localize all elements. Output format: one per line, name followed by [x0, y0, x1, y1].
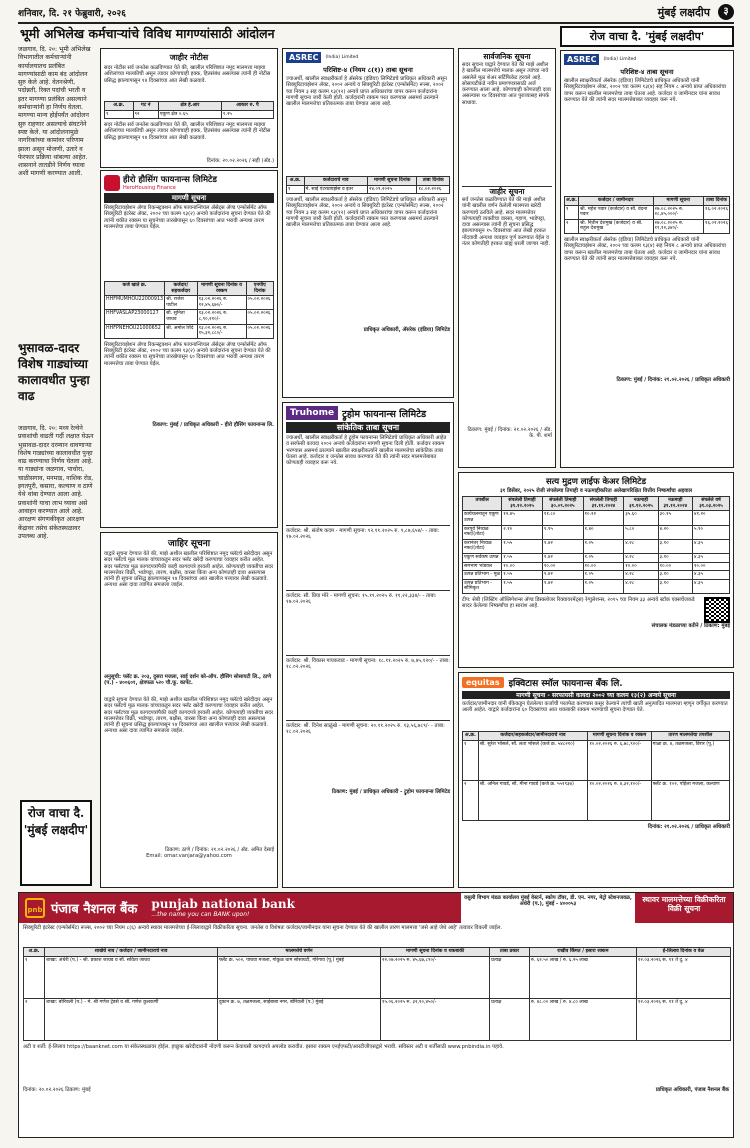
- truhome-block-1: कर्जदार: श्री. संतोष कदम - मागणी सूचना: १२.११.२०२५ रु. ९,८७,६५४/- - ताबा: १७.०२.२०२६: [286, 525, 450, 590]
- truhome-block-2: कर्जदार: सौ. प्रिया मोरे - मागणी सूचना: १५.११.२०२५ रु. ११,२२,३३४/- - ताबा: १७.०२.२०२६: [286, 590, 450, 655]
- td: १३.०२.२०२६ रु. ८,९०,२१०/-: [197, 310, 246, 324]
- truhome-subtitle: सांकेतिक ताबा सूचना: [286, 422, 450, 433]
- td: १०.००: [693, 562, 730, 571]
- pnb-intro: सिक्युरिटी इंटरेस्ट (एन्फोर्समेंट) रूल्स, २००२ च्या नियम ८(६) अन्वये स्थावर मालमत्तेच्या ई-लिलावाद्वारे विक्रीकरिता सूचना. जनतेस व विशेषतः कर्जदार/जामीनदार यांना सूचना देण्यात येते की खालील तारण मालमत्ता 'जसे आहे जेथे आहे' तत्वावर विकली जाईल.: [23, 925, 502, 931]
- table-row: [463, 780, 730, 820]
- td: HHFPNEHOU21000652: [105, 324, 165, 338]
- td: उत्पन्न प्रतिभाग - मूळ: [463, 571, 502, 580]
- promo-text: रोज वाचा दै. 'मुंबई लक्षदीप': [23, 806, 89, 837]
- truhome-block-3: कर्जदार: श्री. विकास गायकवाड - मागणी सूचना: १८.११.२०२५ रु. ७,४५,१२०/- - ताबा: १८.०२.२०२६: [286, 655, 450, 720]
- th: मागणी सूचना दिनांक व थकबाकी: [381, 948, 490, 957]
- table-row: [105, 324, 274, 338]
- td: १०.००: [542, 562, 583, 571]
- equitas-body: कर्जदार/जामीनदार यांनी बँकेकडून घेतलेल्या कर्जाची परतफेड करण्यास कसूर केल्याने त्यांची खाती अनुत्पादित मालमत्ता म्हणून वर्गीकृत करण्यात आली आहेत. याद्वारे कर्जदारांना ६० दिवसांच्या आत थकबाकी रक्कम भरण्याची सूचना देण्यात येते.: [462, 701, 728, 714]
- headline-bhusawal-dadar: भुसावळ-दादर विशेष गाड्यांच्या कालावधीत पुन्हा वाढ: [18, 341, 90, 403]
- equitas-subtitle: मागणी सूचना - सरफायसी कायदा २००२ च्या कलम १३(२) अन्वये सूचना: [462, 691, 730, 699]
- td: १.४२: [542, 554, 583, 563]
- table-row: [463, 579, 730, 593]
- table-row: [565, 219, 730, 233]
- th: अ.क्र.: [24, 948, 45, 957]
- notice2-sign: ठिकाण: ठाणे / दिनांक: २१.०२.२०२६ / ॲड. अमित देसाई: [165, 847, 274, 853]
- pnb-table: [23, 947, 731, 1041]
- td: ४.२८: [624, 571, 658, 580]
- td: ०५.०२.२०२६: [246, 324, 273, 338]
- table-row: [565, 205, 730, 219]
- td: ४.३५: [693, 579, 730, 593]
- page-number: ३: [718, 4, 734, 20]
- th: ताबा दिनांक: [417, 177, 450, 186]
- table-row: [287, 185, 450, 194]
- notice-jahir-body: सदर नोटीस सर्व जनतेस कळविण्यात येते की, खालील परिशिष्टात नमूद मालमत्ता माझ्या अशिलांच्या मालकीची असून त्यावर कोणाचाही हक्क, हितसंबंध असल्यास त्यांनी ही नोटीस प्रसिद्ध झाल्यापासून १४ दिवसांच्या आत लेखी कळवावे.: [104, 65, 271, 84]
- td: २.१०: [502, 525, 543, 539]
- pnb-header: [19, 893, 733, 923]
- td: २: [463, 780, 479, 820]
- notice-asrec-mid: [282, 48, 454, 398]
- truhome-header: [286, 406, 450, 420]
- td: ३.१०: [658, 579, 692, 593]
- th: कर्जदार/सहकर्जदार/जामीनदाराचे नाव: [478, 732, 588, 741]
- td: ४.३५: [693, 571, 730, 580]
- notice-jahir-suchana: [100, 532, 278, 888]
- td: १: [287, 185, 305, 194]
- notice-public-right: [458, 48, 556, 468]
- td: १.९५: [542, 525, 583, 539]
- td: करानंतर निव्वळ नफा/(तोटा): [463, 539, 502, 553]
- notice-jahir-table: [104, 101, 274, 119]
- td: १०.०२.२०२६ रु. ६,७८,९००/-: [588, 740, 651, 780]
- th: मागणी सूचना दिनांक व रक्कम: [197, 282, 246, 296]
- equitas-title: इक्विटास स्मॉल फायनान्स बँक लि.: [508, 679, 623, 689]
- public-right-title-2: जाहीर सूचना: [462, 186, 552, 197]
- pnb-name-en: punjab national bank: [151, 897, 295, 911]
- td: १.४२: [542, 579, 583, 593]
- masthead-date: शनिवार, दि. २१ फेब्रुवारी, २०२६: [18, 9, 126, 19]
- satya-title: सत्य मुद्रण लाईफ केअर लिमिटेड: [546, 477, 646, 487]
- table-row: [463, 539, 730, 553]
- asrec-right-sign: ठिकाण: मुंबई / दिनांक: २१.०२.२०२६ / प्राधिकृत अधिकारी: [616, 376, 730, 383]
- td: ३.१०: [658, 539, 692, 553]
- qr-code-icon: [704, 597, 730, 623]
- table-row: [463, 511, 730, 525]
- td: HHFVASLAP23000127: [105, 310, 165, 324]
- td: ३५.६०: [624, 511, 658, 525]
- td: ३.१०: [658, 554, 692, 563]
- asrec-mid-table: [286, 176, 450, 194]
- table-row: [463, 740, 730, 780]
- th: मालमत्तेचे वर्णन: [218, 948, 381, 957]
- td: ३.१०: [658, 571, 692, 580]
- td: प्रत्यक्ष: [490, 956, 530, 998]
- th: नऊमाही ३१.१२.२०२५: [624, 497, 658, 511]
- td: १३.०२.२०२६ रु. १२,४५,६७०/-: [197, 296, 246, 310]
- pnb-en-block: [151, 898, 295, 918]
- th: एनपीए दिनांक: [246, 282, 273, 296]
- equitas-header: [462, 676, 730, 689]
- pnb-office: वसुली विभाग मंडळ कार्यालय मुंबई वेस्टर्न, स्कोप टॉवर, डी. एन. नगर, मेट्रो स्टेशनजवळ, अंधेरी (प.), मुंबई - ४०००५३: [464, 895, 632, 908]
- asrec-right-table: [564, 196, 730, 234]
- th: ताबा दिनांक: [703, 197, 729, 206]
- td: करपूर्व निव्वळ नफा/(तोटा): [463, 525, 502, 539]
- hero-title: हीरो हौसिंग फायनान्स लिमिटेड: [123, 175, 217, 185]
- notice2-body-2: याद्वारे सूचना देण्यात येते की, माझे अशील खालील परिशिष्टात नमूद फ्लॅटचे खरेदीदार असून सदर फ्लॅटचे मूळ मालक यांच्याकडून सदर फ्लॅट खरेदी करण्याचा व्यवहार करीत आहेत. सदर फ्लॅटच्या मूळ कागदपत्रांपैकी काही कागदपत्रे हरवली आहेत. कोणत्याही व्यक्तीचा सदर मालमत्तेवर विक्री, भाडेपट्टा, तारण, बक्षीस, वारसा किंवा अन्य कोणताही दावा असल्यास त्यांनी ही सूचना प्रसिद्ध झाल्यापासून १४ दिवसांच्या आत खालील पत्त्यावर लेखी कळवावे. अन्यथा असा दावा त्यागित समजला जाईल.: [104, 697, 274, 735]
- td: १: [24, 956, 45, 998]
- td: १२.४५: [502, 511, 543, 525]
- table-row: [105, 310, 274, 324]
- th: ई-लिलाव दिनांक व वेळ: [636, 948, 730, 957]
- table-row: [463, 525, 730, 539]
- th: तारण मालमत्तेचा तपशील: [651, 732, 729, 741]
- td: २७.०८.२०२५ रु. १९,१२,३४०/-: [653, 219, 703, 233]
- public-right-title: सार्वजनिक सूचना: [483, 52, 531, 61]
- notice-pnb: [18, 892, 734, 1138]
- hero-table: [104, 281, 274, 339]
- td: ०५.०२.२०२६: [246, 310, 273, 324]
- th: कर्जदाराचे नाव: [304, 177, 368, 186]
- pnb-tagline: ...the name you can BANK upon!: [151, 911, 250, 918]
- asrec-right-title: परिशिष्ट-४ ताबा सूचना: [620, 68, 674, 76]
- pnb-sign-right: प्राधिकृत अधिकारी, पंजाब नैशनल बैंक: [655, 1086, 729, 1093]
- pnb-sign-row: [19, 1087, 733, 1093]
- td: ४.२८: [624, 579, 658, 593]
- notice-jahir-title: जाहीर नोटीस: [169, 52, 209, 62]
- notice-equitas: [458, 672, 734, 888]
- hero-brand: HeroHousing Finance: [123, 185, 176, 191]
- td: २४.०९.२०२५: [368, 185, 417, 194]
- th: अ.क्र.: [463, 732, 479, 741]
- th: राखीव किंमत / इसारा रक्कम: [529, 948, 636, 957]
- pnb-sign-left: दिनांक: २०.०२.२०२६ ठिकाण: मुंबई: [23, 1086, 91, 1093]
- td: ४.२८: [624, 539, 658, 553]
- notice-satya-results: [458, 472, 734, 668]
- td: १: [463, 740, 479, 780]
- td: १.४२: [542, 539, 583, 553]
- truhome-block-4: कर्जदार: श्री. दिनेश साळुंखे - मागणी सूचना: २०.११.२०२५ रु. १३,५६,७८९/- - ताबा: १८.०२.२०२६: [286, 720, 450, 785]
- pnb-name-mr: पंजाब नैशनल बैंक: [51, 902, 138, 917]
- td: १५.०६.२०२५ रु. ३२,१०,४५०/-: [381, 998, 490, 1040]
- asrec-mid-sub: (India) Limited: [325, 55, 359, 60]
- equitas-sign: दिनांक: २१.०२.२०२६ / प्राधिकृत अधिकारी: [647, 823, 730, 830]
- asrec-mid-logo: ASREC: [286, 52, 321, 63]
- asrec-right-logo: ASREC: [564, 54, 599, 65]
- td: श्री. सुरेश भोसले, सौ. लता भोसले (कर्ज क्र. ५४८२१०): [478, 740, 588, 780]
- promo-box-left: [20, 800, 92, 886]
- td: प्रत्यक्ष: [490, 998, 530, 1040]
- public-right-body-2: सर्व जनतेस कळविण्यात येते की माझे अशील यांनी खालील वर्णन केलेली मालमत्ता खरेदी करण्याचे ठरविले आहे. सदर मालमत्तेवर कोणत्याही व्यक्तीचा वारसा, गहाण, भाडेपट्टा, दावा असल्यास त्यांनी ही सूचना प्रसिद्ध झाल्यापासून १५ दिवसांच्या आत लेखी हरकत नोंदवावी अन्यथा व्यवहार पूर्ण करण्यात येईल व नंतर कोणतीही हरकत ग्राह्य धरली जाणार नाही.: [462, 197, 551, 248]
- td: २: [565, 219, 579, 233]
- td: ४.२०: [658, 525, 692, 539]
- table-row: [24, 956, 731, 998]
- hero-subtitle: मागणी सूचना: [104, 193, 274, 203]
- td: ९२: [133, 110, 158, 119]
- th: अ.क्र.: [105, 102, 134, 111]
- table-row: [463, 562, 730, 571]
- pnb-footer: अटी व शर्ती: ई-लिलाव https://baanknet.com या संकेतस्थळावर होईल. इच्छुक खरेदीदारांनी नोंदणी करून केवायसी कागदपत्रे अपलोड करावीत. इसारा रक्कम एनईएफटी/आरटीजीएसद्वारे भरावी. सविस्तर अटी व शर्तींसाठी www.pnbindia.in पहावे.: [23, 1043, 504, 1050]
- td: समभाग भांडवल: [463, 562, 502, 571]
- th: तपशील: [463, 497, 502, 511]
- th: गट नं: [133, 102, 158, 111]
- td: HHFMUMHOU22000913: [105, 296, 165, 310]
- td: फ्लॅट क्र. ५०२, पाचवा मजला, गोकुळ धाम सोसायटी, गोरेगाव (पू.) मुंबई: [218, 956, 381, 998]
- masthead-rule: [18, 22, 734, 24]
- td: १३.०२.२०२६ रु. १५,३२,८८०/-: [197, 324, 246, 338]
- asrec-right-header: [564, 54, 730, 65]
- asrec-right-body: खालील स्वाक्षरीकर्ता ॲसरेक (इंडिया) लिमिटेडचे प्राधिकृत अधिकारी यांनी सिक्युरिटायझेशन ॲक्ट, २००२ च्या कलम १३(४) सह नियम ८ अन्वये प्राप्त अधिकारांचा वापर करून खालील मालमत्तेचा ताबा घेतला आहे. कर्जदार व जामीनदार यांना सावध करण्यात येते की त्यांनी सदर मालमत्तेबाबत व्यवहार करू नये.: [564, 78, 727, 103]
- equitas-table: [462, 731, 730, 821]
- banner-read-daily: [560, 26, 734, 47]
- td: कार्यचलनातून एकूण उत्पन्न: [463, 511, 502, 525]
- td: एकूण क्षेत्र ०.६५: [158, 110, 221, 119]
- td: ४.३५: [693, 554, 730, 563]
- notice-jahir-sign: दिनांक: २०.०२.२०२६ / सही (ॲड.): [206, 158, 274, 165]
- th: शाखेचे नाव / कर्जदार / जामीनदाराचे नाव: [45, 948, 218, 957]
- notice-asrec-right: [560, 50, 734, 468]
- table-row: [463, 571, 730, 580]
- equitas-logo: equitas: [462, 677, 504, 688]
- hero-body: सिक्युरिटायझेशन ॲण्ड रिकन्स्ट्रक्शन ऑफ फायनान्शियल ॲसेट्स ॲण्ड एन्फोर्समेंट ऑफ सिक्युरिटी इंटरेस्ट ॲक्ट, २००२ च्या कलम १३(२) अन्वये कर्जदारांना सूचना देण्यात येते की त्यांनी थकीत रक्कम या सूचनेच्या तारखेपासून ६० दिवसांच्या आत भरावी अन्यथा तारण मालमत्तेचा ताबा घेण्यात येईल.: [104, 205, 271, 230]
- satya-sign: संचालक मंडळाच्या वतीने / ठिकाण: मुंबई: [651, 623, 730, 630]
- td: उत्पन्न प्रतिभाग - सौमिकृत: [463, 579, 502, 593]
- th: अ.क्र.: [565, 197, 579, 206]
- th: अ.क्र.: [287, 177, 305, 186]
- hero-sign: ठिकाण: मुंबई / प्राधिकृत अधिकारी - हीरो हौसिंग फायनान्स लि.: [152, 421, 274, 428]
- td: १.०५: [583, 539, 624, 553]
- asrec-mid-body: ज्याअर्थी, खालील स्वाक्षरीकर्ता हे ॲसरेक (इंडिया) लिमिटेडचे प्राधिकृत अधिकारी असून सिक्युरिटायझेशन ॲक्ट, २००२ अन्वये व सिक्युरिटी इंटरेस्ट (एन्फोर्समेंट) रूल्स, २००२ च्या नियम ३ सह कलम १३(१२) अन्वये प्राप्त अधिकारांचा वापर करून कर्जदारांना मागणी सूचना जारी केली होती. कर्जदारांनी रक्कम परत करण्यास असमर्थ ठरल्याने खालील मालमत्तेचा प्रतिकात्मक ताबा घेण्यात आला आहे.: [286, 76, 447, 108]
- public-right-body: सदर सूचना याद्वारे देण्यात येते की माझे अशील हे खालील मालमत्तेचे मालक असून त्यांच्या नावे असलेले मूळ शेअर सर्टिफिकेट हरवले आहे. सोसायटीकडे नवीन प्रमाणपत्रासाठी अर्ज करण्यात आला आहे. कोणाचाही कोणताही दावा असल्यास १४ दिवसांच्या आत पुराव्यासह संपर्क साधावा.: [462, 62, 551, 106]
- td: ५.९०: [693, 525, 730, 539]
- td: १.५५: [502, 539, 543, 553]
- notice2-title: जाहिर सूचना: [167, 539, 211, 549]
- td: श्री. नितीन देशमुख (कर्जदार) व श्री. राहुल देशमुख: [579, 219, 654, 233]
- notice-truhome: [282, 402, 454, 888]
- td: रु. ४८.०० लाख / रु. ४.८० लाख: [529, 998, 636, 1040]
- public-right-sign: ठिकाण: मुंबई / दिनांक: २१.०२.२०२६ / ॲड. के. पी. शर्मा: [467, 427, 552, 440]
- td: १.५५: [502, 579, 543, 593]
- td: श्री. राजेश पाटील: [165, 296, 198, 310]
- td: ११.८०: [542, 511, 583, 525]
- truhome-logo: Truhome: [286, 406, 338, 420]
- th: मागणी सूचना दिनांक: [368, 177, 417, 186]
- asrec-mid-title: परिशिष्ट-४ (नियम ८(१)) ताबा सूचना: [323, 66, 413, 74]
- masthead-paper: मुंबई लक्षदीप: [657, 6, 710, 19]
- td: २७.०८.२०२५ रु. २८,४५,०००/-: [653, 205, 703, 219]
- td: श्री. अमोल शिंदे: [165, 324, 198, 338]
- th: कर्जदार/सहकर्जदार: [165, 282, 198, 296]
- td: ४१.२०: [693, 511, 730, 525]
- td: १०.००: [658, 562, 692, 571]
- th: मागणी सूचना: [653, 197, 703, 206]
- td: २: [24, 998, 45, 1040]
- table-row: [24, 998, 731, 1040]
- satya-note: टीप: सेबी (लिस्टिंग ऑब्लिगेशन्स ॲण्ड डिस्क्लोजर रिक्वायरमेंट्स) रेग्युलेशन्स, २०१५ च्या नियम ३३ अन्वये स्टॉक एक्सचेंजकडे सादर केलेल्या निष्कर्षांचा हा सारांश आहे.: [462, 597, 695, 610]
- td: १०.२२: [583, 511, 624, 525]
- hero-logo-icon: [104, 175, 120, 191]
- pnb-brand-bar: [19, 893, 461, 923]
- td: १६.०२.२०२६: [703, 219, 729, 233]
- td: १.४२: [542, 571, 583, 580]
- satya-table: [462, 496, 730, 594]
- td: ४.३५: [693, 539, 730, 553]
- notice-hero-housing: [100, 170, 278, 528]
- th: ताबा प्रकार: [490, 948, 530, 957]
- hero-header: [104, 174, 274, 191]
- th: क्षेत्र हे.आर: [158, 102, 221, 111]
- satya-footer: [462, 597, 730, 623]
- td: १.४०: [583, 525, 624, 539]
- hero-body-2: सिक्युरिटायझेशन ॲण्ड रिकन्स्ट्रक्शन ऑफ फायनान्शियल ॲसेट्स ॲण्ड एन्फोर्समेंट ऑफ सिक्युरिटी इंटरेस्ट ॲक्ट, २००२ च्या कलम १३(२) अन्वये कर्जदारांना सूचना देण्यात येते की त्यांनी थकीत रक्कम या सूचनेच्या तारखेपासून ६० दिवसांच्या आत भरावी अन्यथा तारण मालमत्तेचा ताबा घेण्यात येईल.: [104, 341, 271, 367]
- td: १: [565, 205, 579, 219]
- th: संपलेली तिमाही ३०.०९.२०२५: [542, 497, 583, 511]
- th: संपलेले वर्ष ३१.०३.२०२५: [693, 497, 730, 511]
- td: श्री. महेश पवार (कर्जदार) व सौ. वंदना पवार: [579, 205, 654, 219]
- td: १०.००: [583, 562, 624, 571]
- article-body-land: जळगाव, दि. २०: भूमी अभिलेख विभागातील कर्मचाऱ्यांनी कार्यालयातच प्रलंबित मागण्यांसाठी काम बंद आंदोलन सुरु केले आहे. वेतनश्रेणी, पदोन्नती, रिक्त पदांची भरती व इतर मागण्या प्रलंबित असल्याने कर्मचाऱ्यांनी हा निर्णय घेतला. मागण्या मान्य होईपर्यंत आंदोलन सुरु राहणार असल्याचे संघटनेने स्पष्ट केले. या आंदोलनामुळे नागरिकांच्या कामांवर परिणाम झाला असून मोजणी, उतारे व फेरफार प्रक्रिया थांबल्या आहेत. शासनाने तातडीने निर्णय घ्यावा अशी मागणी करण्यात आली.: [18, 46, 91, 178]
- td: १.२५: [221, 110, 273, 119]
- th: आकार रु. पै: [221, 102, 273, 111]
- th: संपलेली तिमाही ३१.१२.२०२५: [502, 497, 543, 511]
- td: एकूण सर्वंकष उत्पन्न: [463, 554, 502, 563]
- truhome-title: ट्रुहोम फायनान्स लिमिटेड: [342, 408, 427, 420]
- td: ०५.०२.२०२६: [246, 296, 273, 310]
- truhome-body: ज्याअर्थी, खालील स्वाक्षरीकर्ता हे ट्रुहोम फायनान्स लिमिटेडचे प्राधिकृत अधिकारी आहेत व सरफेसी कायदा २००२ अन्वये कर्जदारांना मागणी सूचना दिली होती. कर्जदार रक्कम भरण्यास असमर्थ ठरल्याने खालील स्वाक्षरीकर्त्याने खालील मालमत्तेचा सांकेतिक ताबा घेतला आहे. कर्जदार व जनतेस सावध करण्यात येते की त्यांनी सदर मालमत्तेबाबत कोणताही व्यवहार करू नये.: [286, 435, 447, 467]
- td: १.०५: [583, 571, 624, 580]
- td: २२.०७.२०२५ रु. ४५,६७,८९०/-: [381, 956, 490, 998]
- notice2-schedule: अनुसूची: फ्लॅट क्र. २०३, दुसरा मजला, साई दर्शन को-ऑप. हौसिंग सोसायटी लि., ठाणे (प.) - ४००६०१, क्षेत्रफळ ५२० चौ.फू. कार्पेट.: [104, 674, 271, 687]
- td: १८.०२.२०२६: [417, 185, 450, 194]
- notice-jahir: [100, 48, 278, 168]
- banner-text: रोज वाचा दै. 'मुंबई लक्षदीप': [589, 30, 705, 43]
- td: ५.८०: [624, 525, 658, 539]
- table-row: [105, 296, 274, 310]
- td: शाखा: अंधेरी (प.) - श्री. प्रकाश जाधव व सौ. सविता जाधव: [45, 956, 218, 998]
- th: मागणी सूचना दिनांक व रक्कम: [588, 732, 651, 741]
- td: श्री. अनिल गावडे, सौ. मीना गावडे (कर्ज क्र. ५५१९३७): [478, 780, 588, 820]
- td: ४.२८: [624, 554, 658, 563]
- td: १०.०२.२०२६ रु. ४,३२,१००/-: [588, 780, 651, 820]
- td: गाळा क्र. ४, तळमजला, विरार (पू.): [651, 740, 729, 780]
- td: १२.०३.२०२६ स. ११ ते दु. ४: [636, 998, 730, 1040]
- td: १.५५: [502, 554, 543, 563]
- td: १२.०३.२०२६ स. ११ ते दु. ४: [636, 956, 730, 998]
- td: १.०५: [583, 554, 624, 563]
- table-row: [463, 554, 730, 563]
- th: संपलेली तिमाही ३१.१२.२०२४: [583, 497, 624, 511]
- notice2-body: याद्वारे सूचना देण्यात येते की, माझे अशील खालील परिशिष्टात नमूद फ्लॅटचे खरेदीदार असून सदर फ्लॅटचे मूळ मालक यांच्याकडून सदर फ्लॅट खरेदी करण्याचा व्यवहार करीत आहेत. सदर फ्लॅटच्या मूळ कागदपत्रांपैकी काही कागदपत्रे हरवली आहेत. कोणत्याही व्यक्तीचा सदर मालमत्तेवर विक्री, भाडेपट्टा, तारण, बक्षीस, वारसा किंवा अन्य कोणताही दावा असल्यास त्यांनी ही सूचना प्रसिद्ध झाल्यापासून १४ दिवसांच्या आत खालील पत्त्यावर लेखी कळवावे. अन्यथा असा दावा त्यागित समजला जाईल.: [104, 551, 274, 589]
- td: शाखा: बोरिवली (प.) - मे. श्री गणेश ट्रेडर्स व श्री. गणेश कुलकर्णी: [45, 998, 218, 1040]
- pnb-title-right: स्थावर मालमत्तेच्या विक्रीकरिता विक्री सूचना: [635, 893, 733, 923]
- td: सौ. सुनिता जाधव: [165, 310, 198, 324]
- asrec-right-sub: (India) Limited: [603, 57, 637, 62]
- td: ३०.१५: [658, 511, 692, 525]
- th: नऊमाही ३१.१२.२०२४: [658, 497, 692, 511]
- asrec-mid-body-2: ज्याअर्थी, खालील स्वाक्षरीकर्ता हे ॲसरेक (इंडिया) लिमिटेडचे प्राधिकृत अधिकारी असून सिक्युरिटायझेशन ॲक्ट, २००२ अन्वये व सिक्युरिटी इंटरेस्ट (एन्फोर्समेंट) रूल्स, २००२ च्या नियम ३ सह कलम १३(१२) अन्वये प्राप्त अधिकारांचा वापर करून कर्जदारांना मागणी सूचना जारी केली होती. कर्जदारांनी रक्कम परत करण्यास असमर्थ ठरल्याने खालील मालमत्तेचा प्रतिकात्मक ताबा घेण्यात आला आहे.: [286, 197, 447, 229]
- td: १.०५: [583, 579, 624, 593]
- asrec-right-body-2: खालील स्वाक्षरीकर्ता ॲसरेक (इंडिया) लिमिटेडचे प्राधिकृत अधिकारी यांनी सिक्युरिटायझेशन ॲक्ट, २००२ च्या कलम १३(४) सह नियम ८ अन्वये प्राप्त अधिकारांचा वापर करून खालील मालमत्तेचा ताबा घेतला आहे. कर्जदार व जामीनदार यांना सावध करण्यात येते की त्यांनी सदर मालमत्तेबाबत व्यवहार करू नये.: [564, 236, 727, 262]
- notice-jahir-filler: सदर नोटीस सर्व जनतेस कळविण्यात येते की, खालील परिशिष्टात नमूद मालमत्ता माझ्या अशिलांच्या मालकीची असून त्यावर कोणाचाही हक्क, हितसंबंध असल्यास त्यांनी ही नोटीस प्रसिद्ध झाल्यापासून १४ दिवसांच्या आत लेखी कळवावे.: [104, 122, 271, 141]
- notice2-email[interactable]: Email: omar.vanjara@yahoo.com: [146, 853, 232, 860]
- pnb-logo-icon: pnb: [25, 898, 45, 918]
- headline-land-records: भूमी अभिलेख कर्मचाऱ्यांचे विविध मागण्यांसाठी आंदोलन: [20, 26, 275, 41]
- asrec-mid-sign: प्राधिकृत अधिकारी, ॲसरेक (इंडिया) लिमिटेड: [363, 327, 450, 334]
- td: १०.००: [624, 562, 658, 571]
- td: १०.००: [502, 562, 543, 571]
- th: कर्जदार / जामीनदार: [579, 197, 654, 206]
- th: कर्ज खाते क्र.: [105, 282, 165, 296]
- td: रु. ६२.५० लाख / रु. ६.२५ लाख: [529, 956, 636, 998]
- article-body-railway: जळगाव, दि. २०: मध्य रेल्वेने प्रवाशांची वाढती गर्दी लक्षात घेऊन भुसावळ-दादर दरम्यान धावणाऱ्या विशेष गाड्यांच्या कालावधीत पुन्हा वाढ करण्याचा निर्णय घेतला आहे. या गाड्यांना जळगाव, पाचोरा, चाळीसगाव, मनमाड, नाशिक रोड, इगतपुरी, कसारा, कल्याण व ठाणे येथे थांबा देण्यात आला आहे. प्रवाशांनी याचा लाभ घ्यावा असे आवाहन करण्यात आले आहे. आरक्षण संगणकीकृत आरक्षण केंद्रावर तसेच संकेतस्थळावर उपलब्ध आहे.: [18, 425, 94, 540]
- td: फ्लॅट क्र. १०२, पहिला मजला, कल्याण: [651, 780, 729, 820]
- td: मे. साई एंटरप्रायझेस व इतर: [304, 185, 368, 194]
- asrec-mid-header: [286, 52, 450, 63]
- satya-subtitle: ३१ डिसेंबर, २०२५ रोजी संपलेल्या तिमाही व नऊमाहीकरिता अलेखापरिक्षित वित्तीय निष्कर्षांचा अहवाल: [499, 488, 693, 494]
- td: १६.०२.२०२६: [703, 205, 729, 219]
- truhome-sign: ठिकाण: मुंबई / प्राधिकृत अधिकारी - ट्रुहोम फायनान्स लिमिटेड: [332, 789, 450, 795]
- masthead: [18, 4, 734, 22]
- td: १: [105, 110, 134, 119]
- td: दुकान क्र. ७, तळमजला, साईबाबा नगर, बोरिवली (प.) मुंबई: [218, 998, 381, 1040]
- td: १.५५: [502, 571, 543, 580]
